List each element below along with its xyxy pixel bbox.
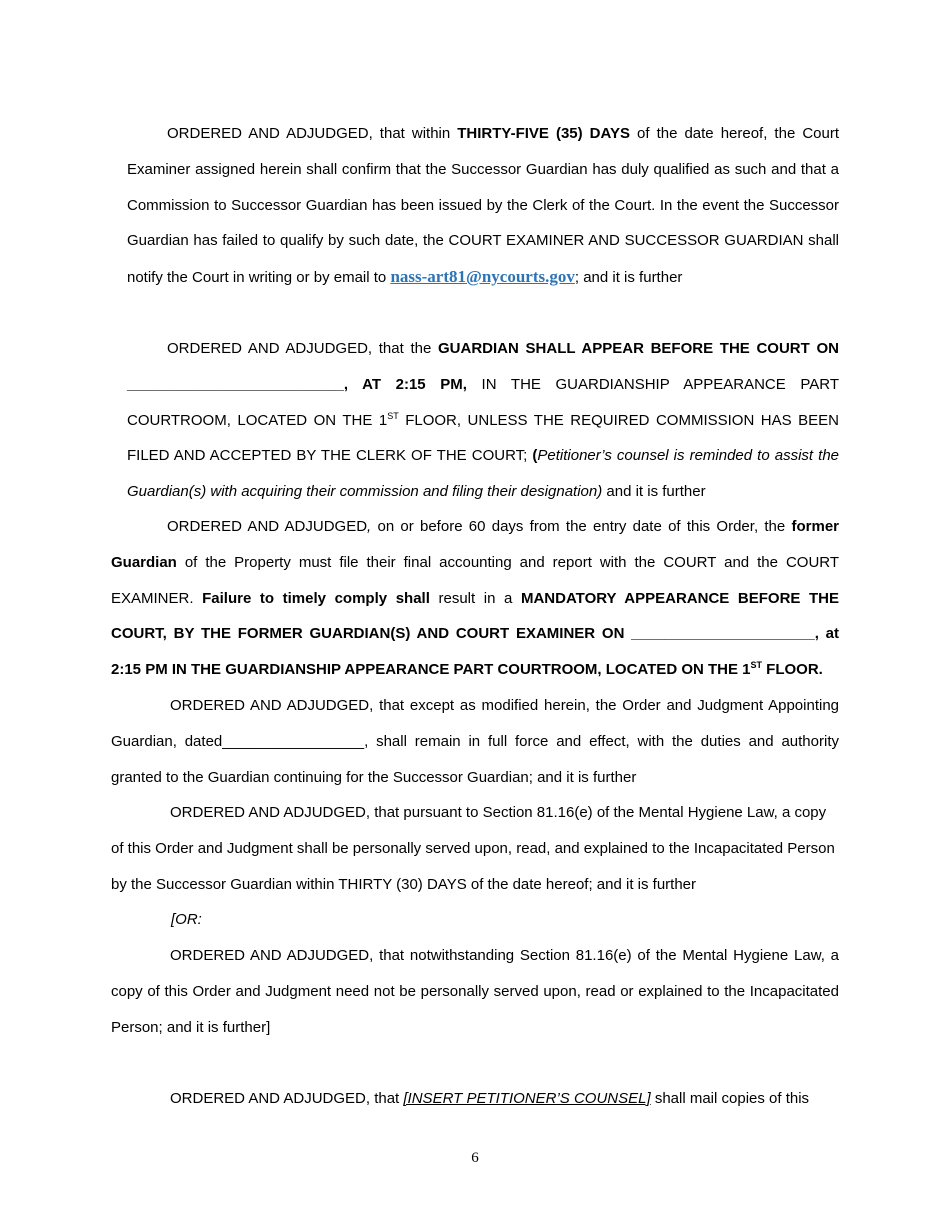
- ordinal-superscript: ST: [387, 410, 399, 421]
- text: shall mail copies of this: [650, 1090, 810, 1107]
- text: ORDERED AND ADJUDGED: [167, 518, 368, 535]
- floor-text: FLOOR.: [762, 661, 823, 679]
- appearance-text: GUARDIAN SHALL APPEAR BEFORE THE COURT ON __________________________, AT 2:15 PM,: [127, 340, 839, 393]
- paragraph-order-remains-in-effect: ORDERED AND ADJUDGED, that except as modified herein, the Order and Judgment Appointing Guardian, dated_________________, shall remain in full force and effect, with the duties and authority granted to the Guardian continuing for the Successor Guardian; and it is further: [111, 697, 839, 786]
- mandatory-appearance-text: MANDATORY APPEARANCE BEFORE THE COURT, BY THE FORMER GUARDIAN(S) AND COURT EXAMINER ON ______________________, at 2:15 PM IN THE GUARDIANSHIP APPEARANCE PART COURTROOM, LOCATED ON THE 1: [111, 589, 839, 679]
- counsel-placeholder: [INSERT PETITIONER’S COUNSEL]: [403, 1090, 651, 1107]
- ordinal-superscript: ST: [750, 660, 763, 671]
- page-number: 6: [471, 1150, 479, 1166]
- text: ORDERED AND ADJUDGED, that within: [167, 125, 458, 142]
- text: ,: [367, 518, 372, 535]
- text: ; and it is further: [574, 269, 683, 287]
- former-guardian-text: former Guardian: [111, 518, 839, 571]
- text: FLOOR, UNLESS THE REQUIRED COMMISSION HAS BEEN FILED AND ACCEPTED BY THE CLERK OF THE COURT;: [127, 411, 839, 465]
- paragraph-service-waived: ORDERED AND ADJUDGED, that notwithstanding Section 81.16(e) of the Mental Hygiene Law, a copy of this Order and Judgment need not be personally served upon, read or explained to the Incapacitated Person; and it is further]: [111, 947, 839, 1036]
- paragraph-former-guardian-accounting: [111, 509, 839, 688]
- text: ORDERED AND ADJUDGED, that the: [167, 340, 439, 357]
- paragraph-mail-copies: [111, 1081, 839, 1117]
- text: on or before 60 days from the entry date of this Order, the: [371, 518, 792, 535]
- text: IN THE GUARDIANSHIP APPEARANCE PART COURTROOM, LOCATED ON THE 1: [127, 375, 839, 429]
- text: ORDERED AND ADJUDGED, that: [170, 1090, 404, 1107]
- paragraph-court-examiner-confirmation: [127, 116, 839, 296]
- text: and it is further: [602, 483, 706, 501]
- text: of the Property must file their final accounting and report with the COURT and the COURT EXAMINER.: [111, 553, 839, 607]
- counsel-reminder: Petitioner’s counsel is reminded to assist the Guardian(s) with acquiring their commission and filing their designation): [127, 447, 840, 501]
- paragraph-personal-service: ORDERED AND ADJUDGED, that pursuant to Section 81.16(e) of the Mental Hygiene Law, a copy of this Order and Judgment shall be personally served upon, read, and explained to the Incapacitated Person by the Successor Guardian within THIRTY (30) DAYS of the date hereof; and it is further: [111, 804, 835, 893]
- paragraph-or-alternative: [OR:: [171, 911, 202, 928]
- paragraph-guardian-appearance: [127, 331, 839, 510]
- deadline-text: THIRTY-FIVE (35) DAYS: [457, 125, 630, 142]
- text: result in a: [429, 589, 521, 607]
- text: of the date hereof, the Court Examiner assigned herein shall confirm that the Successor Guardian has duly qualified as such and that a Commission to Successor Guardian has been issued by the Clerk of the Court. In the event the Successor Guardian has failed to qualify by such date, the COURT EXAMINER AND SUCCESSOR GUARDIAN shall notify the Court in writing or by email to: [127, 125, 839, 287]
- failure-text: Failure to timely comply shall: [202, 589, 430, 607]
- paren: (: [532, 447, 538, 465]
- email-link[interactable]: nass-art81@nycourts.gov: [390, 267, 575, 287]
